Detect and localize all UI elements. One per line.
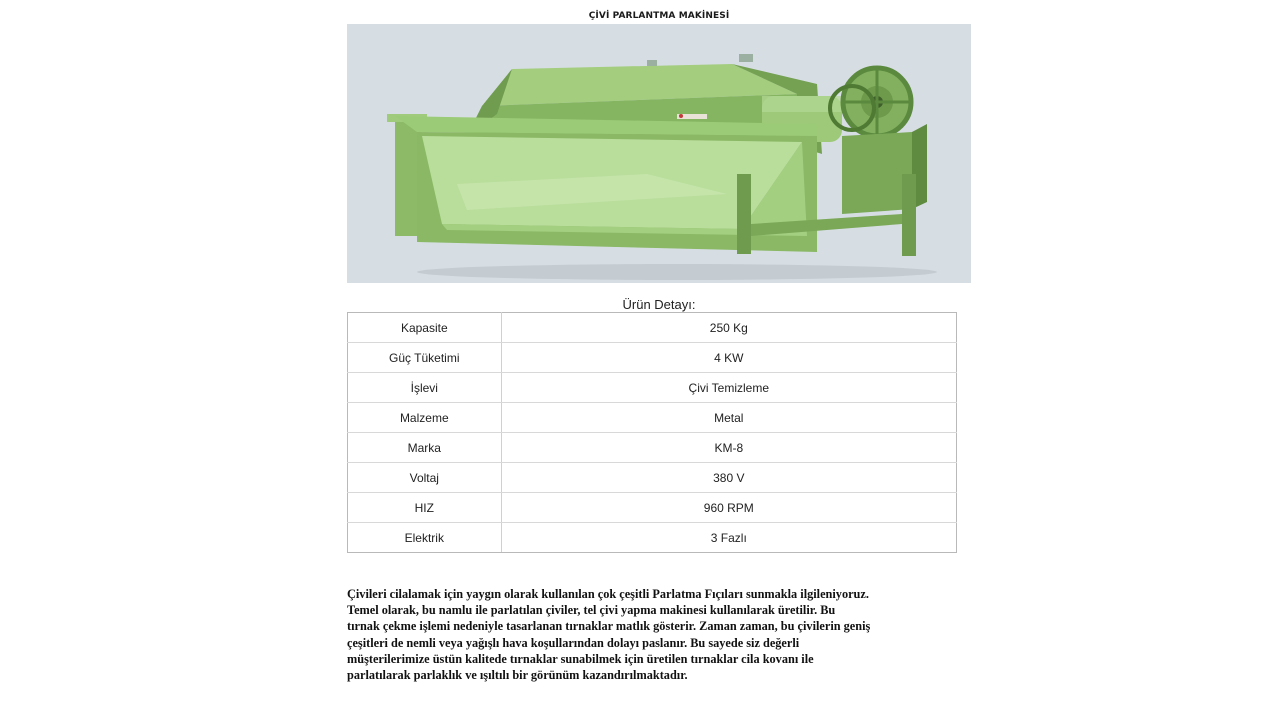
table-row	[348, 523, 957, 553]
spec-label: HIZ	[348, 493, 502, 523]
spec-label: Malzeme	[348, 403, 502, 433]
description-line: tırnak çekme işlemi nedeniyle tasarlanan tırnaklar matlık gösterir. Zaman zaman, bu çivilerin geniş	[347, 619, 871, 634]
spec-value: 250 Kg	[501, 313, 956, 343]
spec-table	[347, 312, 957, 553]
table-row	[348, 463, 957, 493]
spec-value: KM-8	[501, 433, 956, 463]
description-line: Çivileri cilalamak için yaygın olarak kullanılan çok çeşitli Parlatma Fıçıları sunmakla ilgileniyoruz.	[347, 587, 869, 601]
spec-value: 4 KW	[501, 343, 956, 373]
table-row	[348, 373, 957, 403]
table-row	[348, 493, 957, 523]
table-row	[348, 403, 957, 433]
spec-label: Güç Tüketimi	[348, 343, 502, 373]
product-detail-heading: Ürün Detayı:	[622, 297, 696, 312]
spec-label: Voltaj	[348, 463, 502, 493]
page-title: ÇİVİ PARLANTMA MAKİNESİ	[588, 11, 730, 21]
description-line: parlatılarak parlaklık ve ışıltılı bir görünüm kazandırılmaktadır.	[347, 668, 688, 683]
description-paragraph	[347, 586, 967, 683]
spec-label: Marka	[348, 433, 502, 463]
table-row	[348, 313, 957, 343]
spec-value: 3 Fazlı	[501, 523, 956, 553]
description-line: Temel olarak, bu namlu ile parlatılan çiviler, tel çivi yapma makinesi kullanılarak üretilir. Bu	[347, 603, 836, 618]
spec-value: 380 V	[501, 463, 956, 493]
spec-label: Kapasite	[348, 313, 502, 343]
table-row	[348, 343, 957, 373]
description-line: müşterilerimize üstün kalitede tırnaklar sunabilmek için üretilen tırnaklar cila kovanı ile	[347, 651, 814, 666]
spec-value: Metal	[501, 403, 956, 433]
table-row	[348, 433, 957, 463]
spec-value: Çivi Temizleme	[501, 373, 956, 403]
spec-label: İşlevi	[348, 373, 502, 403]
spec-value: 960 RPM	[501, 493, 956, 523]
spec-label: Elektrik	[348, 523, 502, 553]
description-line: çeşitleri de nemli veya yağışlı hava koşullarından dolayı paslanır. Bu sayede siz değerli	[347, 635, 800, 650]
machine-photo	[347, 24, 971, 283]
